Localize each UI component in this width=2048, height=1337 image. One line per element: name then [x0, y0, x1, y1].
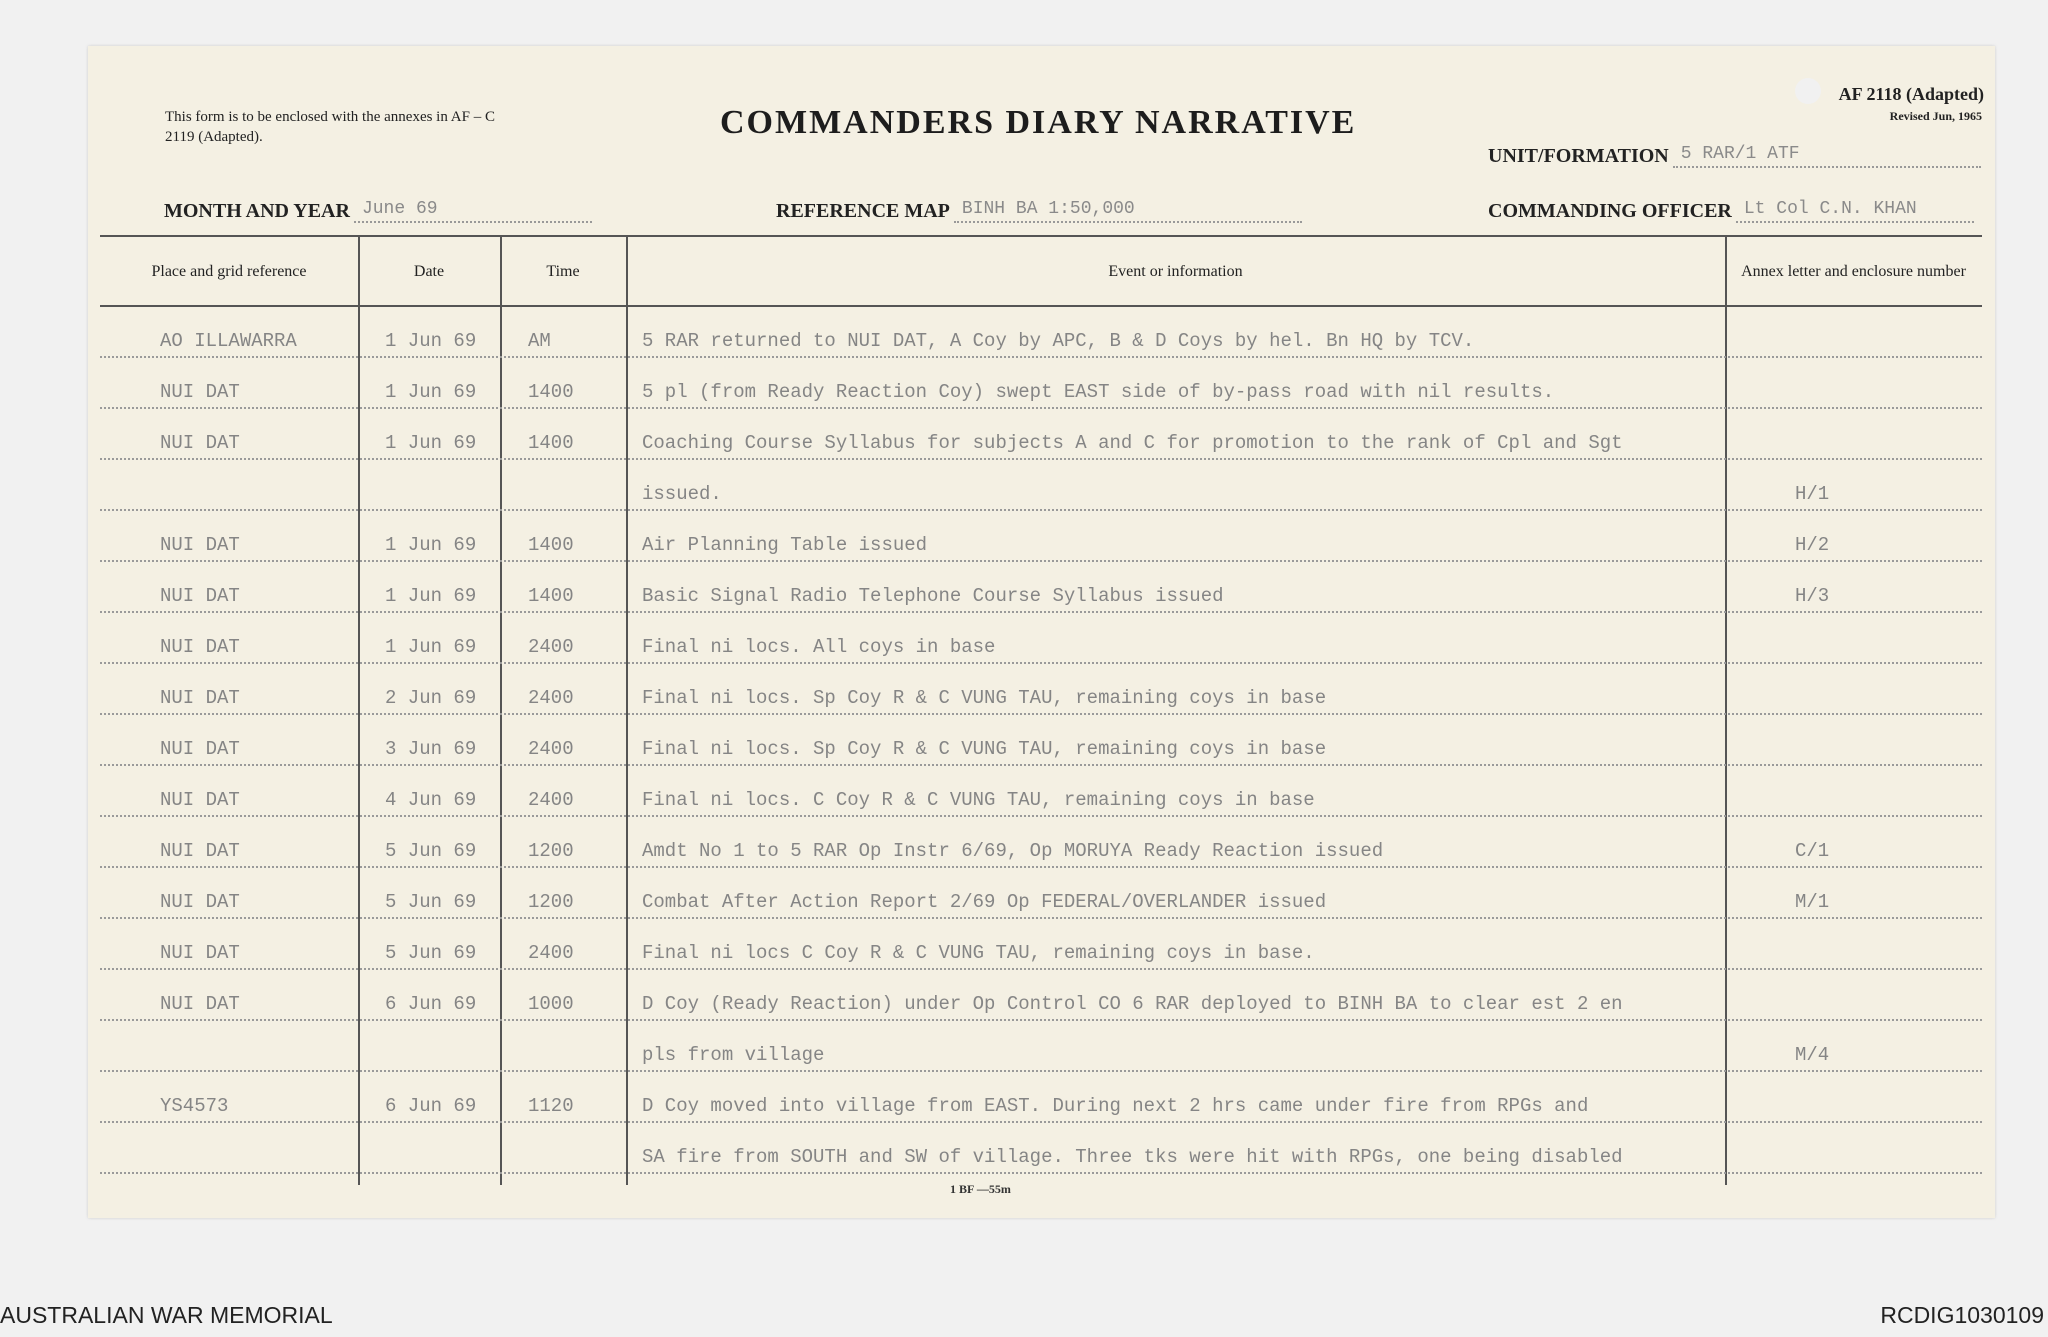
commanding-officer-value: Lt Col C.N. KHAN	[1736, 197, 1974, 223]
cell-annex: C/1	[1795, 840, 1830, 862]
cell-time: 1400	[528, 585, 574, 607]
cell-event: D Coy moved into village from EAST. During next 2 hrs came under fire from RPGs and	[642, 1095, 1589, 1117]
cell-date: 1 Jun 69	[385, 585, 477, 607]
cell-time: 1000	[528, 993, 574, 1015]
table-row	[100, 970, 1982, 1021]
cell-place: NUI DAT	[160, 636, 240, 658]
unit-formation-value: 5 RAR/1 ATF	[1673, 142, 1981, 168]
column-header-time: Time	[546, 262, 580, 280]
reference-map-value: BINH BA 1:50,000	[954, 197, 1302, 223]
cell-time: 2400	[528, 636, 574, 658]
cell-date: 5 Jun 69	[385, 891, 477, 913]
cell-annex: H/2	[1795, 534, 1830, 556]
unit-formation-field	[1488, 142, 1981, 168]
cell-time: 2400	[528, 789, 574, 811]
cell-date: 1 Jun 69	[385, 636, 477, 658]
cell-event: Air Planning Table issued	[642, 534, 928, 556]
diary-rows	[100, 307, 1982, 1174]
cell-date: 2 Jun 69	[385, 687, 477, 709]
cell-place: NUI DAT	[160, 585, 240, 607]
unit-formation-label: UNIT/FORMATION	[1488, 145, 1669, 167]
cell-date: 1 Jun 69	[385, 432, 477, 454]
cell-event: Basic Signal Radio Telephone Course Syllabus issued	[642, 585, 1224, 607]
form-revised: Revised Jun, 1965	[1889, 109, 1982, 123]
cell-event: Final ni locs. Sp Coy R & C VUNG TAU, remaining coys in base	[642, 687, 1327, 709]
cell-date: 5 Jun 69	[385, 840, 477, 862]
cell-date: 1 Jun 69	[385, 330, 477, 352]
reference-map-label: REFERENCE MAP	[776, 200, 950, 222]
diary-table	[100, 235, 1982, 1185]
cell-date: 6 Jun 69	[385, 1095, 477, 1117]
cell-annex: M/1	[1795, 891, 1830, 913]
cell-event: Coaching Course Syllabus for subjects A and C for promotion to the rank of Cpl and Sgt	[642, 432, 1623, 454]
table-row	[100, 307, 1982, 358]
cell-event: pls from village	[642, 1044, 825, 1066]
cell-date: 1 Jun 69	[385, 534, 477, 556]
table-row	[100, 1021, 1982, 1072]
cell-place: NUI DAT	[160, 789, 240, 811]
reference-map-field	[776, 197, 1302, 223]
month-year-value: June 69	[354, 197, 592, 223]
punch-hole	[1795, 78, 1821, 104]
cell-annex: H/1	[1795, 483, 1830, 505]
cell-time: AM	[528, 330, 551, 352]
archive-label: AUSTRALIAN WAR MEMORIAL	[0, 1302, 333, 1328]
table-row	[100, 358, 1982, 409]
table-row	[100, 1072, 1982, 1123]
table-row	[100, 868, 1982, 919]
commanding-officer-label: COMMANDING OFFICER	[1488, 200, 1732, 222]
cell-event: Final ni locs. Sp Coy R & C VUNG TAU, remaining coys in base	[642, 738, 1327, 760]
table-row	[100, 919, 1982, 970]
cell-event: SA fire from SOUTH and SW of village. Three tks were hit with RPGs, one being disabled	[642, 1146, 1623, 1168]
cell-time: 2400	[528, 942, 574, 964]
cell-place: AO ILLAWARRA	[160, 330, 297, 352]
cell-event: Final ni locs C Coy R & C VUNG TAU, remaining coys in base.	[642, 942, 1315, 964]
cell-event: Amdt No 1 to 5 RAR Op Instr 6/69, Op MORUYA Ready Reaction issued	[642, 840, 1384, 862]
cell-time: 2400	[528, 687, 574, 709]
cell-annex: H/3	[1795, 585, 1830, 607]
cell-time: 1200	[528, 891, 574, 913]
cell-date: 3 Jun 69	[385, 738, 477, 760]
form-code: AF 2118 (Adapted)	[1838, 84, 1984, 104]
cell-event: Combat After Action Report 2/69 Op FEDERAL/OVERLANDER issued	[642, 891, 1327, 913]
cell-place: NUI DAT	[160, 687, 240, 709]
cell-time: 2400	[528, 738, 574, 760]
cell-date: 1 Jun 69	[385, 381, 477, 403]
cell-date: 6 Jun 69	[385, 993, 477, 1015]
table-row	[100, 460, 1982, 511]
cell-event: Final ni locs. C Coy R & C VUNG TAU, remaining coys in base	[642, 789, 1315, 811]
month-year-field	[164, 197, 592, 223]
table-row	[100, 613, 1982, 664]
cell-place: NUI DAT	[160, 432, 240, 454]
table-row	[100, 664, 1982, 715]
cell-event: D Coy (Ready Reaction) under Op Control CO 6 RAR deployed to BINH BA to clear est 2 en	[642, 993, 1623, 1015]
cell-place: NUI DAT	[160, 534, 240, 556]
cell-place: NUI DAT	[160, 993, 240, 1015]
cell-place: YS4573	[160, 1095, 229, 1117]
table-row	[100, 562, 1982, 613]
table-row	[100, 1123, 1982, 1174]
cell-place: NUI DAT	[160, 738, 240, 760]
column-header-event: Event or information	[1108, 262, 1243, 280]
cell-date: 5 Jun 69	[385, 942, 477, 964]
cell-event: Final ni locs. All coys in base	[642, 636, 996, 658]
cell-annex: M/4	[1795, 1044, 1830, 1066]
month-year-label: MONTH AND YEAR	[164, 200, 350, 222]
archive-id: RCDIG1030109	[1880, 1302, 2044, 1328]
cell-time: 1400	[528, 534, 574, 556]
page-title: COMMANDERS DIARY NARRATIVE	[720, 104, 1357, 141]
cell-time: 1400	[528, 432, 574, 454]
column-header-place: Place and grid reference	[151, 262, 307, 280]
cell-event: issued.	[642, 483, 722, 505]
cell-time: 1120	[528, 1095, 574, 1117]
cell-place: NUI DAT	[160, 840, 240, 862]
table-row	[100, 715, 1982, 766]
table-row	[100, 817, 1982, 868]
cell-event: 5 RAR returned to NUI DAT, A Coy by APC, B & D Coys by hel. Bn HQ by TCV.	[642, 330, 1475, 352]
cell-place: NUI DAT	[160, 891, 240, 913]
cell-time: 1200	[528, 840, 574, 862]
column-header-date: Date	[413, 262, 445, 280]
commanding-officer-field	[1488, 197, 1974, 223]
table-row	[100, 766, 1982, 817]
column-header-annex: Annex letter and enclosure number	[1741, 262, 1966, 280]
table-row	[100, 409, 1982, 460]
cell-date: 4 Jun 69	[385, 789, 477, 811]
form-note: This form is to be enclosed with the annexes in AF – C 2119 (Adapted).	[165, 109, 495, 145]
form-footer-code: 1 BF —55m	[950, 1182, 1011, 1196]
cell-time: 1400	[528, 381, 574, 403]
cell-event: 5 pl (from Ready Reaction Coy) swept EAST side of by-pass road with nil results.	[642, 381, 1555, 403]
cell-place: NUI DAT	[160, 942, 240, 964]
cell-place: NUI DAT	[160, 381, 240, 403]
table-row	[100, 511, 1982, 562]
